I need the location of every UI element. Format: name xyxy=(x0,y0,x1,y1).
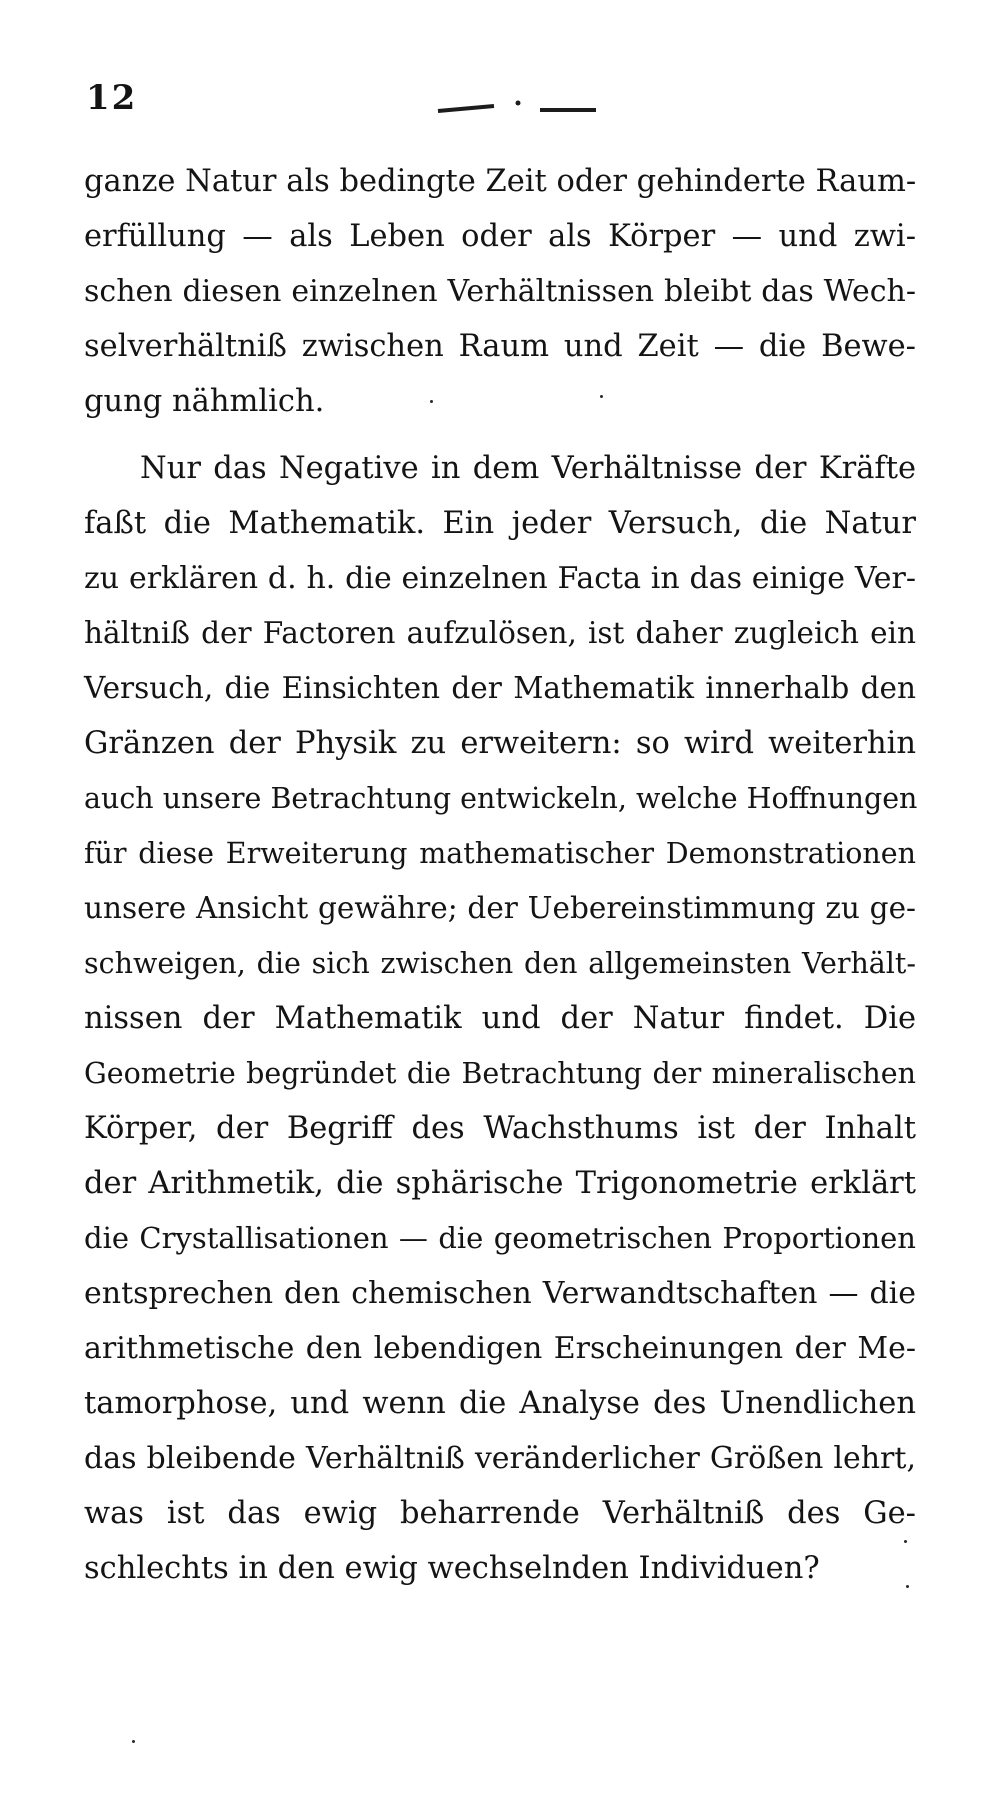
body-text xyxy=(84,154,916,1596)
text-line: hältniß der Factoren aufzulösen, ist daher zugleich ein xyxy=(84,616,916,650)
text-line: entsprechen den chemischen Verwandtschaften — die xyxy=(84,1276,916,1311)
text-line: selverhältniß zwischen Raum und Zeit — die Bewe- xyxy=(84,329,916,364)
text-line: Körper, der Begriff des Wachsthums ist der Inhalt xyxy=(84,1111,916,1146)
text-line: unsere Ansicht gewähre; der Uebereinstimmung zu ge- xyxy=(84,891,916,925)
text-line: gung nähmlich. xyxy=(84,384,325,419)
print-speck xyxy=(906,1585,909,1588)
text-line: nissen der Mathematik und der Natur findet. Die xyxy=(84,1001,916,1036)
text-line: Geometrie begründet die Betrachtung der mineralischen xyxy=(84,1057,916,1090)
text-line: zu erklären d. h. die einzelnen Facta in das einige Ver- xyxy=(84,561,916,596)
print-speck xyxy=(600,395,603,398)
paragraph xyxy=(84,441,916,1596)
text-line: für diese Erweiterung mathematischer Demonstrationen xyxy=(84,837,916,870)
text-line: schweigen, die sich zwischen den allgemeinsten Verhält- xyxy=(84,947,916,980)
text-line: Gränzen der Physik zu erweitern: so wird weiterhin xyxy=(84,726,916,761)
page-header xyxy=(86,78,926,138)
header-ornament xyxy=(432,98,602,118)
text-line: arithmetische den lebendigen Erscheinungen der Me- xyxy=(84,1331,916,1366)
text-line: tamorphose, und wenn die Analyse des Unendlichen xyxy=(84,1386,916,1421)
text-line: der Arithmetik, die sphärische Trigonometrie erklärt xyxy=(84,1166,916,1201)
text-line: erfüllung — als Leben oder als Körper — und zwi- xyxy=(84,219,916,254)
print-speck xyxy=(132,1740,135,1743)
paragraph xyxy=(84,154,916,429)
text-line: Versuch, die Einsichten der Mathematik innerhalb den xyxy=(84,671,916,705)
text-line: was ist das ewig beharrende Verhältniß des Ge- xyxy=(84,1496,916,1531)
print-speck xyxy=(430,400,433,403)
text-line: schlechts in den ewig wechselnden Individuen? xyxy=(84,1551,820,1586)
text-line: die Crystallisationen — die geometrischen Proportionen xyxy=(84,1221,916,1255)
text-line: das bleibende Verhältniß veränderlicher Größen lehrt, xyxy=(84,1441,916,1476)
text-line: auch unsere Betrachtung entwickeln, welche Hoffnungen xyxy=(84,782,918,815)
text-line: Nur das Negative in dem Verhältnisse der Kräfte xyxy=(140,451,916,486)
print-speck xyxy=(904,1540,907,1543)
text-line: faßt die Mathematik. Ein jeder Versuch, die Natur xyxy=(84,506,916,541)
text-line: ganze Natur als bedingte Zeit oder gehinderte Raum- xyxy=(84,164,917,199)
page-number: 12 xyxy=(86,78,138,118)
text-line: schen diesen einzelnen Verhältnissen bleibt das Wech- xyxy=(84,274,916,309)
